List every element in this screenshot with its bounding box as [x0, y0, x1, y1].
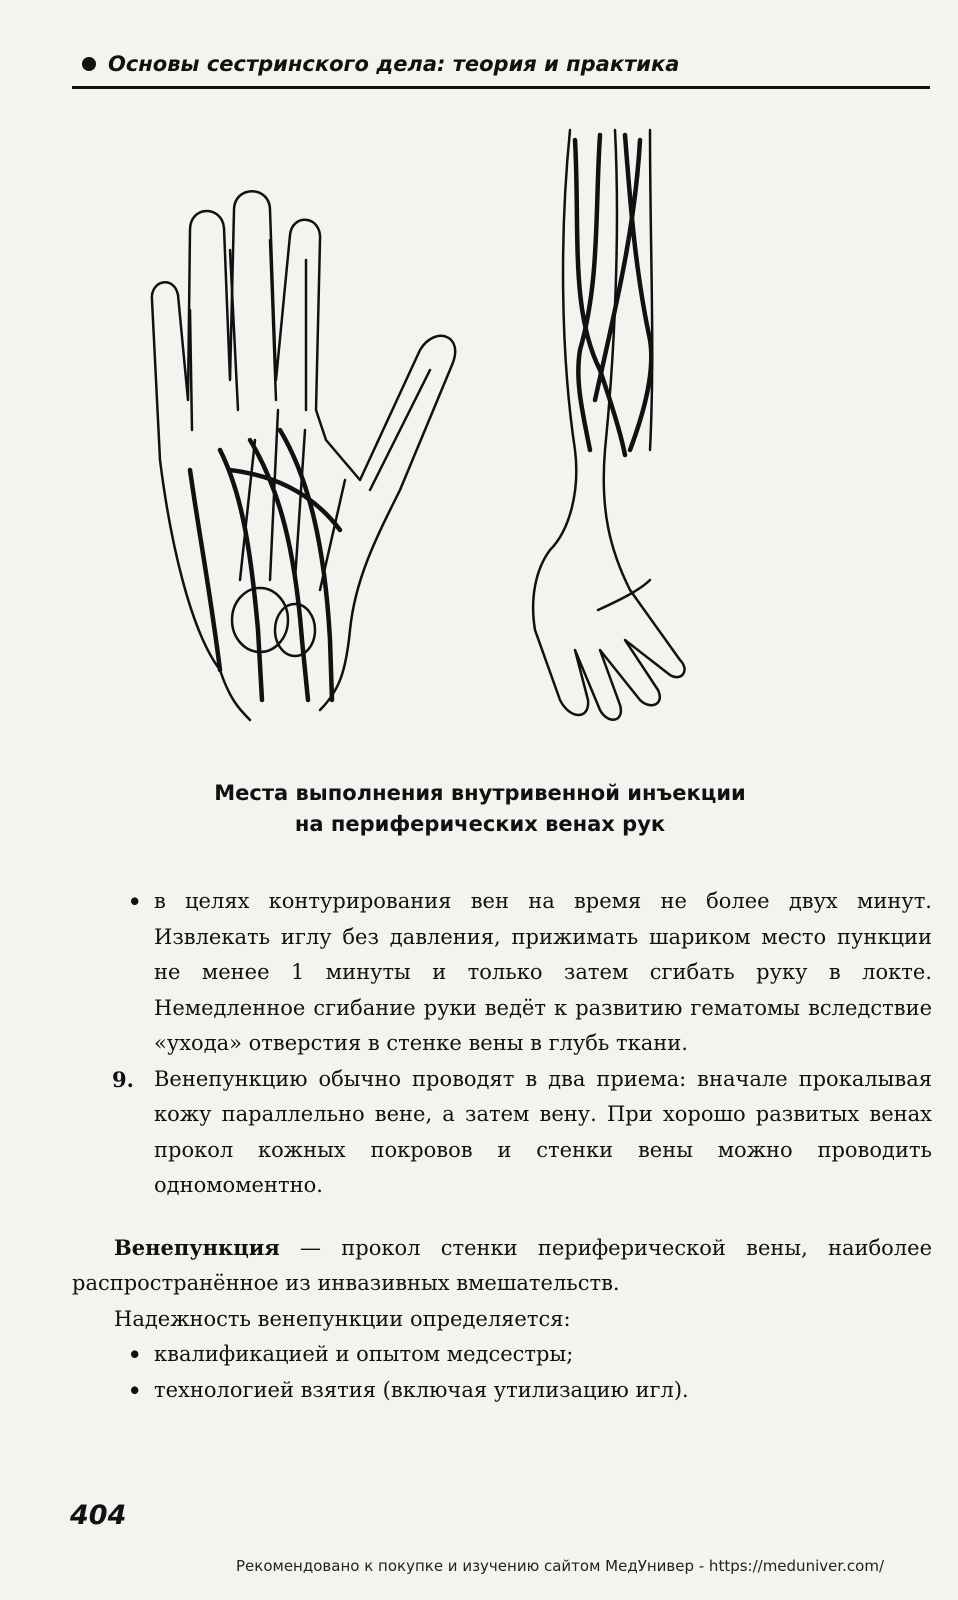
bullet-icon: •: [128, 1377, 142, 1403]
running-head: [74, 52, 930, 76]
list-item-text: технологией взятия (включая утилизацию игл).: [154, 1377, 689, 1402]
right-arm-outline: [533, 130, 684, 720]
list-item-text: Венепункцию обычно проводят в два приема: вначале прокалывая кожу параллельно вене, а затем вену. При хорошо развитых венах прокол кожных покровов и стенки вены можно проводить одномоментно.: [154, 1066, 932, 1197]
footer-note: Рекомендовано к покупке и изучению сайтом МедУнивер - https://meduniver.com/: [236, 1557, 884, 1575]
list-item: [72, 1062, 932, 1204]
left-vein-5: [190, 470, 220, 670]
definition-term: Венепункция: [114, 1234, 280, 1260]
list-marker: •: [128, 889, 142, 914]
definition-text: — прокол стенки периферической вены, наиболее распространённое из инвазивных вмешательств.: [72, 1235, 932, 1295]
hand-veins-illustration: [130, 110, 810, 750]
header-rule: [72, 86, 930, 89]
reliability-list: [72, 1337, 932, 1408]
reliability-intro: Надежность венепункции определяется:: [114, 1306, 571, 1331]
list-item-text: в целях контурирования вен на время не более двух минут. Извлекать иглу без давления, прижимать шариком место пункции не менее 1 минуты и только затем сгибать руку в локте. Немедленное сгибание руки ведёт к развитию гематомы вследствие «ухода» отверстия в стенке вены в глубь ткани.: [154, 889, 932, 1055]
bullet-icon: •: [128, 1342, 142, 1367]
running-title: Основы сестринского дела: теория и практика: [108, 52, 680, 76]
list-item: [72, 1373, 932, 1409]
caption-line-2: на периферических венах рук: [294, 812, 666, 836]
list-item: [72, 884, 932, 1062]
page-number: 404: [70, 1500, 127, 1531]
hand-veins-drawing: [130, 110, 810, 750]
caption-line-1: Места выполнения внутривенной инъекции: [214, 781, 746, 805]
body-text: [72, 884, 932, 1408]
bullet-dot-icon: [82, 57, 96, 71]
list-item-text: квалификацией и опытом медсестры;: [154, 1342, 574, 1366]
list-marker: 9.: [112, 1066, 134, 1092]
figure-caption: [120, 778, 840, 840]
definition-paragraph: [72, 1230, 932, 1302]
left-hand-wrist: [220, 670, 250, 720]
list-item: [72, 1337, 932, 1373]
